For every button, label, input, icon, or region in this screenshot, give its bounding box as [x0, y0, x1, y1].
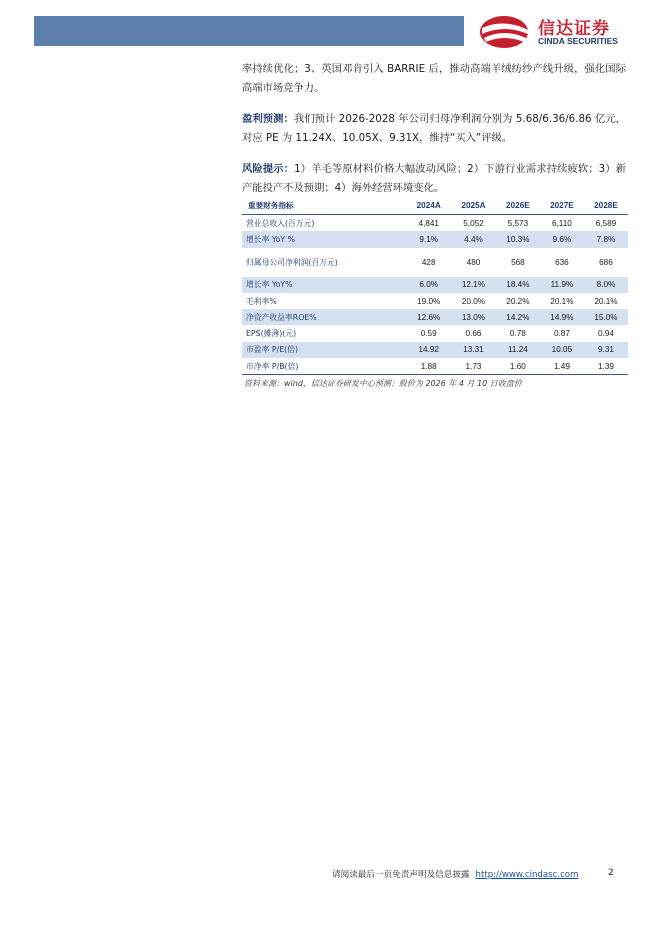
table-cell: 14.2% — [496, 309, 540, 325]
table-header-label: 重要财务指标 — [242, 196, 406, 215]
table-cell: 20.1% — [594, 296, 618, 306]
row-label: 净资产收益率ROE% — [242, 309, 406, 325]
footer-disclaimer: 请阅读最后一页免责声明及信息披露 — [332, 870, 470, 880]
table-cell: 12.6% — [406, 309, 451, 325]
body-text — [242, 60, 626, 210]
table-cell: 5,573 — [507, 218, 529, 228]
row-label: 毛利率% — [246, 296, 277, 306]
table-cell: 11.9% — [540, 277, 584, 293]
year-header: 2028E — [584, 196, 628, 215]
page-number: 2 — [608, 868, 614, 878]
table-cell: 4,841 — [418, 218, 439, 228]
footer — [332, 868, 578, 880]
table-cell: 568 — [511, 257, 525, 267]
table-cell: 6,589 — [595, 218, 617, 228]
paragraph-business: 率持续优化；3、英国邓肯引入 BARRIE 后，推动高端羊绒纺纱产线升级，强化国际高端市场竞争力。 — [242, 63, 626, 94]
table-cell: 428 — [421, 257, 436, 267]
table-cell: 14.9% — [540, 309, 584, 325]
year-header: 2024A — [406, 196, 451, 215]
table-cell: 1.73 — [451, 358, 496, 375]
year-header: 2027E — [540, 196, 584, 215]
table-row — [242, 342, 628, 358]
table-cell: 11.24 — [496, 342, 540, 358]
table-cell: 9.31 — [584, 342, 628, 358]
table-cell: 6.0% — [406, 277, 451, 293]
table-cell: 10.05 — [540, 342, 584, 358]
table-cell: 19.0% — [417, 296, 441, 306]
table-cell: 8.0% — [584, 277, 628, 293]
table-cell: 686 — [599, 257, 613, 267]
risk-text: 1）羊毛等原材料价格大幅波动风险；2）下游行业需求持续疲软；3）新产能投产不及预期；4）海外经营环境变化。 — [242, 163, 627, 194]
table-cell: 0.87 — [553, 329, 570, 339]
paragraph-forecast — [242, 110, 626, 148]
table-header-row — [242, 196, 628, 215]
table-cell: 9.1% — [406, 231, 451, 247]
row-label: 市净率 P/B(倍) — [242, 358, 406, 375]
table-row — [242, 215, 628, 232]
table-cell: 20.2% — [506, 296, 530, 306]
table-cell: 480 — [466, 257, 481, 267]
table-cell: 18.4% — [496, 277, 540, 293]
table-row — [242, 358, 628, 375]
table-cell: 6,110 — [551, 218, 572, 228]
table-row — [242, 325, 628, 341]
table-row — [242, 231, 628, 247]
table-source-note: 资料来源：wind，信达证券研发中心预测；股价为 2026 年 4 月 10 日收盘价 — [244, 379, 522, 388]
cinda-logo — [478, 14, 638, 50]
table-cell: 12.1% — [451, 277, 496, 293]
table-cell: 1.60 — [496, 358, 540, 375]
table-cell: 1.39 — [584, 358, 628, 375]
forecast-lead: 盈利预测： — [242, 113, 294, 125]
table-cell: 13.0% — [451, 309, 496, 325]
row-label: 营业总收入(百万元) — [246, 218, 315, 228]
table-cell: 0.78 — [509, 329, 526, 339]
table-row — [242, 277, 628, 293]
row-label: 市盈率 P/E(倍) — [242, 342, 406, 358]
table-cell: 5,052 — [463, 218, 484, 228]
table-cell: 13.31 — [451, 342, 496, 358]
logo-text-en: CINDA SECURITIES — [538, 36, 618, 46]
paragraph-risk — [242, 160, 626, 198]
footer-link[interactable]: http://www.cindasc.com — [475, 870, 579, 880]
table-cell: 0.66 — [465, 329, 482, 339]
table-row — [242, 309, 628, 325]
table-cell: 14.92 — [406, 342, 451, 358]
table-row — [242, 293, 628, 309]
logo-text-cn: 信达证券 — [538, 19, 610, 39]
row-label: 增长率 YoY % — [242, 231, 406, 247]
table-cell: 4.4% — [451, 231, 496, 247]
table-row — [242, 248, 628, 277]
year-header: 2025A — [451, 196, 496, 215]
cinda-logo-icon — [478, 14, 530, 50]
table-cell: 0.94 — [597, 329, 614, 339]
year-header: 2026E — [496, 196, 540, 215]
forecast-text: 我们预计 2026-2028 年公司归母净利润分别为 5.68/6.36/6.86 亿元，对应 PE 为 11.24X、10.05X、9.31X，维持“买入”评级。 — [242, 113, 627, 144]
row-label: 增长率 YoY% — [242, 277, 406, 293]
financial-table — [242, 196, 628, 375]
table-cell: 15.0% — [584, 309, 628, 325]
risk-lead: 风险提示： — [242, 163, 295, 175]
table-cell: 1.49 — [540, 358, 584, 375]
table-cell: 636 — [555, 257, 569, 267]
table-cell: 10.3% — [496, 231, 540, 247]
table-cell: 0.59 — [420, 329, 437, 339]
header-band — [34, 16, 464, 46]
row-label: EPS(摊薄)(元) — [246, 329, 297, 339]
row-label: 归属母公司净利润(百万元) — [246, 257, 338, 267]
table-cell: 20.0% — [461, 296, 486, 306]
table-cell: 20.1% — [550, 296, 574, 306]
table-cell: 7.8% — [584, 231, 628, 247]
table-cell: 9.6% — [540, 231, 584, 247]
table-cell: 1.88 — [406, 358, 451, 375]
